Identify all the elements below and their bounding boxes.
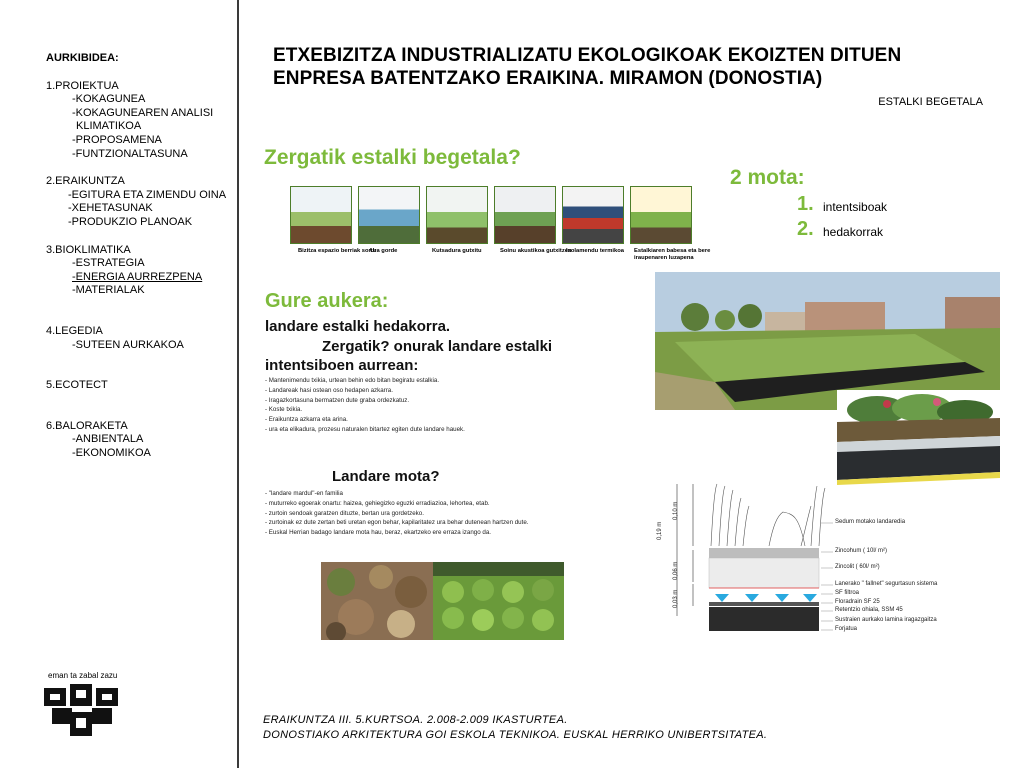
type-number: 2. <box>797 218 814 240</box>
icon-caption: Estalkiaren babesa eta bere iraupenaren luzapena <box>634 248 711 261</box>
index-item[interactable]: -XEHETASUNAK <box>68 202 153 215</box>
layer-label: Forjatua <box>835 626 858 632</box>
icon-caption: Bizitza espazio berriak sortu <box>298 248 377 254</box>
page-subtitle: ESTALKI BEGETALA <box>878 96 983 108</box>
dimension-label: 0,03 m <box>673 589 679 608</box>
plant-type-heading: Landare mota? <box>332 468 440 485</box>
icon-caption: Kutsadura gutxitu <box>432 248 482 254</box>
benefit-item: - Mantenimendu txikia, urtean behin edo bitan begiratu estalkia. <box>265 377 440 384</box>
index-section-title[interactable]: 1.PROIEKTUA <box>46 79 119 92</box>
index-section-title[interactable]: 6.BALORAKETA <box>46 419 128 432</box>
index-item[interactable]: -EKONOMIKOA <box>72 446 151 459</box>
new-spaces-icon <box>290 186 352 244</box>
benefit-item: - Iragazkortasuna bermatzen dute graba ordezkatuz. <box>265 396 410 404</box>
footer-school: DONOSTIAKO ARKITEKTURA GOI ESKOLA TEKNIKOA. EUSKAL HERRIKO UNIBERTSITATEA. <box>263 729 768 741</box>
index-item-current[interactable]: -ENERGIA AURREZPENA <box>72 270 203 283</box>
footer <box>263 713 767 743</box>
why-green-roof-heading: Zergatik estalki begetala? <box>264 146 521 169</box>
water-storage-icon <box>358 186 420 244</box>
index-item[interactable]: -KOKAGUNEAREN ANALISI <box>72 106 214 119</box>
title-line-2: ENPRESA BATENTZAKO ERAIKINA. MIRAMON (DONOSTIA) <box>273 68 823 89</box>
university-logo <box>44 684 120 736</box>
index-section-ecotect <box>46 379 236 393</box>
logo-motto: eman ta zabal zazu <box>48 671 118 680</box>
index-item[interactable]: -ANBIENTALA <box>72 433 144 446</box>
index-item[interactable]: -FUNTZIONALTASUNA <box>72 147 188 160</box>
layer-label: Retentzio ohiala, SSM 45 <box>835 607 903 613</box>
index-section-title[interactable]: 5.ECOTECT <box>46 379 108 392</box>
index-section-balorazioa <box>46 420 236 461</box>
benefit-item: - Landareak hasi ostean oso hedapen azkarra. <box>265 386 393 394</box>
page-title <box>273 44 993 90</box>
type-hedakorrak: hedakorrak <box>823 225 884 239</box>
layer-label: Floradrain SF 25 <box>835 599 880 605</box>
sidebar-divider <box>237 0 239 768</box>
index-item[interactable]: -EGITURA ETA ZIMENDU OINA <box>68 188 227 201</box>
layer-label: SF filtroa <box>835 590 860 596</box>
layer-label: Sustraien aurkako lamina iragazgaitza <box>835 617 937 623</box>
acoustic-icon <box>494 186 556 244</box>
types-heading: 2 mota: <box>730 166 805 189</box>
index-section-title[interactable]: 2.ERAIKUNTZA <box>46 175 125 188</box>
index-section-legedia <box>46 325 236 352</box>
why-line-1: Zergatik? onurak landare estalki <box>322 338 553 355</box>
succulent-photo <box>321 562 433 640</box>
benefit-item: - Eraikuntza azkarra eta arina. <box>265 416 348 424</box>
plant-point: - zurtoin sendoak garatzen dituzte, bertan ura gordetzeko. <box>265 509 424 517</box>
benefit-item: - ura eta elikadura, prozesu naturalen bitartez egiten dute landare hauek. <box>265 425 465 433</box>
benefit-item: - Koste txikia. <box>265 406 303 414</box>
index-item[interactable]: -SUTEEN AURKAKOA <box>72 338 184 351</box>
plant-point: - muturreko egoerak onartu: haizea, gehiegizko eguzki erradiazioa, lehortea, etab. <box>265 499 490 507</box>
type-intentsiboak: intentsiboak <box>823 200 888 214</box>
layer-label: Sedum motako landaredia <box>835 519 906 525</box>
benefits-list <box>265 376 465 435</box>
plant-point: - "landare mardul"-en familia <box>265 490 343 497</box>
plant-points-list <box>265 489 529 538</box>
sun-protection-icon <box>630 186 692 244</box>
layer-label: Zincohum ( 10l/ m²) <box>835 548 888 554</box>
dimension-label: 0,19 m <box>657 521 663 540</box>
dimension-label: 0,10 m <box>673 501 679 520</box>
icon-caption: Isolamendu termikoa <box>566 248 624 254</box>
why-line-2: intentsiboen aurrean: <box>265 357 419 374</box>
index-section-title[interactable]: 3.BIOKLIMATIKA <box>46 243 131 256</box>
plant-point: - zurtoinak ez dute zertan beti uretan egon behar, kapilaritatez ura behar dutenean hartzen dute. <box>265 519 529 527</box>
choice-line: landare estalki hedakorra. <box>265 318 451 335</box>
index-heading: AURKIBIDEA: <box>46 52 119 64</box>
choice-heading: Gure aukera: <box>265 290 389 312</box>
title-line-1: ETXEBIZITZA INDUSTRIALIZATU EKOLOGIKOAK EKOIZTEN DITUEN <box>273 45 902 66</box>
index-item[interactable]: -MATERIALAK <box>72 284 145 297</box>
index-item[interactable]: -PROPOSAMENA <box>72 133 162 146</box>
index-item[interactable]: KLIMATIKOA <box>76 120 142 133</box>
sedum-roof-photo <box>433 562 564 640</box>
index-section-proiektua <box>46 80 236 162</box>
index-item[interactable]: -KOKAGUNEA <box>72 93 146 106</box>
thermal-insulation-icon <box>562 186 624 244</box>
index-section-eraikuntza <box>46 175 236 229</box>
index-section-bioklimatika <box>46 244 236 298</box>
plant-point: - Euskal Herrian badago landare mota hau, beraz, ekartzeko ere erraza izango da. <box>265 529 491 537</box>
roof-layer-model-photo <box>837 390 1000 485</box>
type-number: 1. <box>797 193 814 215</box>
layer-label: Zincolit ( 60l/ m²) <box>835 564 880 570</box>
index-item[interactable]: -PRODUKZIO PLANOAK <box>68 215 193 228</box>
layer-label: Lanerako " fallnet" segurtasun sistema <box>835 581 938 587</box>
roof-section-drawing <box>657 476 1003 646</box>
dimension-label: 0,06 m <box>673 561 679 580</box>
icon-caption: Soinu akustikoa gutxitzen <box>500 248 572 254</box>
footer-course: ERAIKUNTZA III. 5.KURTSOA. 2.008-2.009 IKASTURTEA. <box>263 714 568 726</box>
icon-caption: Ura gorde <box>370 248 398 254</box>
pollution-reduction-icon <box>426 186 488 244</box>
index-item[interactable]: -ESTRATEGIA <box>72 257 145 270</box>
index-section-title[interactable]: 4.LEGEDIA <box>46 324 103 337</box>
sidebar-index <box>46 52 236 474</box>
